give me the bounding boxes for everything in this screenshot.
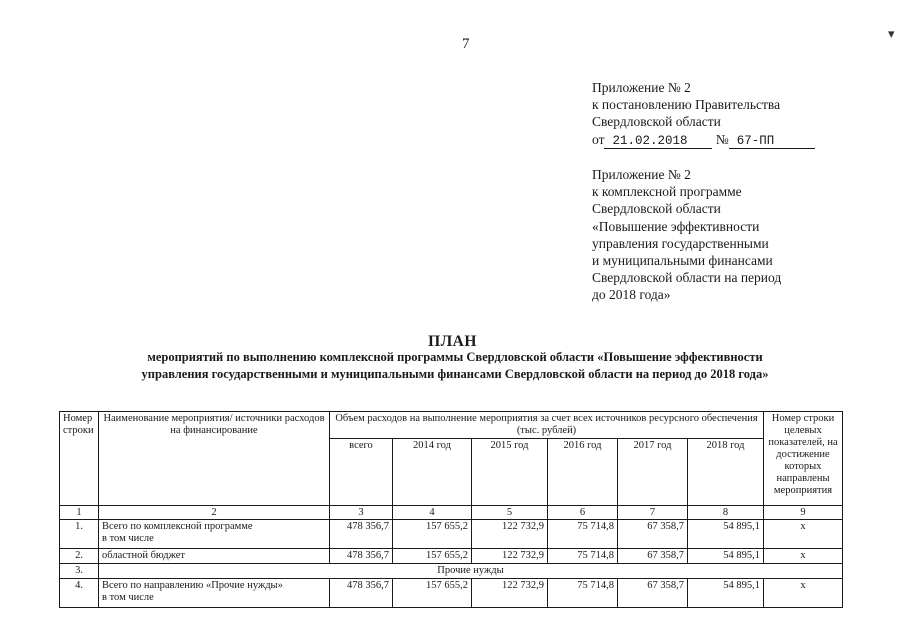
row-number: 1. [60,520,99,549]
appendix-resolution-line1: Приложение № 2 [592,80,691,95]
appendix-program-block [592,166,781,304]
cell-2014: 157 655,2 [393,520,472,549]
header-row-number: Номер строки [60,412,99,506]
appendix-program-line: Свердловской области на период [592,270,782,286]
appendix-resolution-block [592,79,815,149]
cell-target: x [764,549,843,564]
appendix-program-line: и муниципальными финансами [592,253,773,269]
appendix-resolution-date-line [592,131,815,149]
cell-2017: 67 358,7 [618,579,688,608]
table-row [60,549,843,564]
row-name: областной бюджет [99,549,330,564]
column-number: 4 [393,506,472,520]
header-2016: 2016 год [548,439,618,506]
appendix-program-line: до 2018 года» [592,287,671,303]
column-number-row [60,506,843,520]
row-name-line1: Всего по направлению «Прочие нужды» [102,580,283,591]
plan-table [59,411,843,608]
row-name-line2: в том числе [102,533,154,544]
cell-2014: 157 655,2 [393,579,472,608]
row-name-line1: Всего по комплексной программе [102,521,253,532]
cell-2015: 122 732,9 [472,520,548,549]
appendix-program-line: Приложение № 2 [592,167,691,182]
row-number: 3. [60,564,99,579]
column-number: 7 [618,506,688,520]
appendix-program-line: «Повышение эффективности [592,218,760,234]
header-2015: 2015 год [472,439,548,506]
section-title: Прочие нужды [99,564,843,579]
cell-2016: 75 714,8 [548,520,618,549]
header-2017: 2017 год [618,439,688,506]
cell-total: 478 356,7 [330,520,393,549]
page-number: 7 [462,36,470,52]
row-number: 4. [60,579,99,608]
row-name [99,520,330,549]
appendix-program-line: Свердловской области [592,201,721,217]
cell-target: x [764,579,843,608]
column-number: 6 [548,506,618,520]
table-section-row [60,564,843,579]
number-prefix: № [715,131,729,147]
column-number: 3 [330,506,393,520]
row-number: 2. [60,549,99,564]
row-name-line2: в том числе [102,592,154,603]
column-number: 2 [99,506,330,520]
scan-mark: ▾ [888,26,895,41]
cell-2016: 75 714,8 [548,549,618,564]
appendix-program-line: управления государственными [592,235,769,251]
date-prefix: от [592,131,605,147]
cell-2014: 157 655,2 [393,549,472,564]
appendix-resolution-line3: Свердловской области [592,114,721,130]
cell-2015: 122 732,9 [472,579,548,608]
header-target-row: Номер строки целевых показателей, на достижение которых направлены мероприятия [764,412,843,506]
table-header-row [60,412,843,439]
column-number: 1 [60,506,99,520]
table-row [60,579,843,608]
header-2014: 2014 год [393,439,472,506]
column-number: 5 [472,506,548,520]
cell-total: 478 356,7 [330,579,393,608]
column-number: 9 [764,506,843,520]
plan-title: ПЛАН [428,333,477,350]
plan-subtitle [60,349,850,383]
cell-2017: 67 358,7 [618,520,688,549]
table-row [60,520,843,549]
appendix-program-line: к комплексной программе [592,184,742,200]
cell-total: 478 356,7 [330,549,393,564]
header-total: всего [330,439,393,506]
row-name [99,579,330,608]
resolution-date: 21.02.2018 [604,134,712,149]
header-volume: Объем расходов на выполнение мероприятия за счет всех источников ресурсного обеспечения (тыс. рублей) [330,412,764,439]
plan-subtitle-line2: управления государственными и муниципальными финансами Свердловской области на период до 2018 года» [141,367,769,381]
cell-2016: 75 714,8 [548,579,618,608]
cell-2018: 54 895,1 [688,579,764,608]
resolution-number: 67-ПП [729,134,815,149]
header-name: Наименование мероприятия/ источники расходов на финансирование [99,412,330,506]
cell-2018: 54 895,1 [688,549,764,564]
plan-subtitle-line1: мероприятий по выполнению комплексной программы Свердловской области «Повышение эффективности [147,350,763,364]
column-number: 8 [688,506,764,520]
header-2018: 2018 год [688,439,764,506]
appendix-resolution-line2: к постановлению Правительства [592,97,781,113]
cell-2018: 54 895,1 [688,520,764,549]
cell-target: x [764,520,843,549]
cell-2017: 67 358,7 [618,549,688,564]
cell-2015: 122 732,9 [472,549,548,564]
